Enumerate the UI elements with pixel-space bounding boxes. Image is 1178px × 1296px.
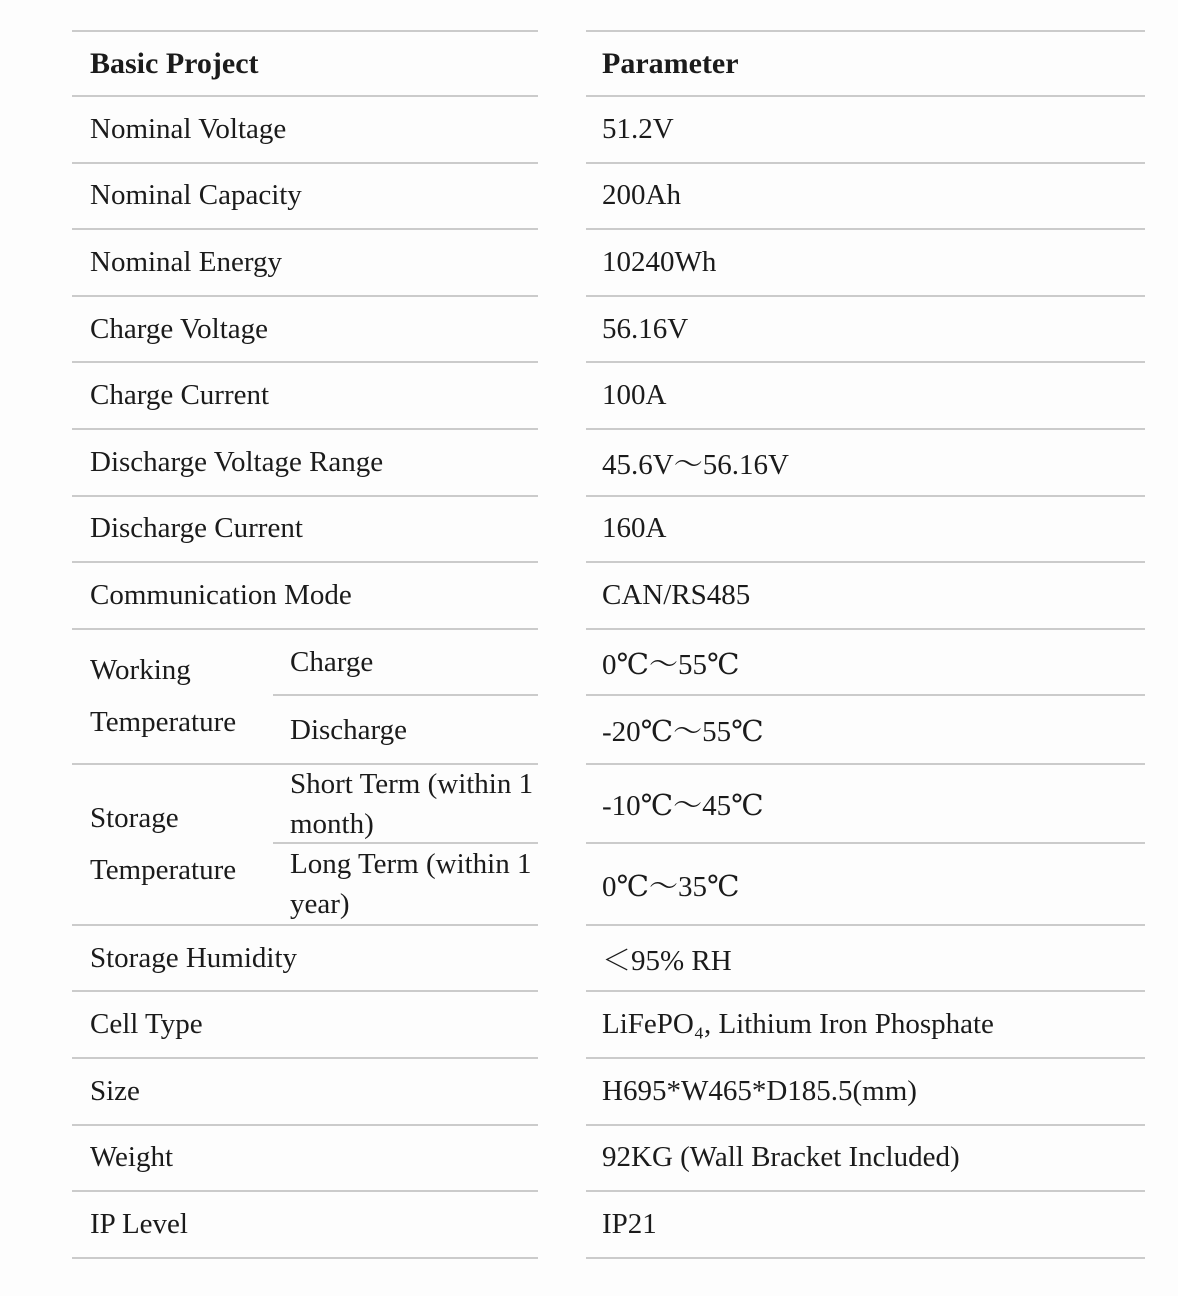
subrow-value-cell [586,630,1145,697]
row-value-cell [586,563,1145,630]
table-row-working-temperature [72,630,1145,765]
table-header-row [72,30,1145,97]
row-label-cell [72,363,538,430]
row-value-cell [586,164,1145,231]
row-label-cell [72,430,538,497]
group-label-cell [72,765,538,926]
row-label-cell [72,563,538,630]
row-value-cell [586,1192,1145,1259]
subrow-value-cell [586,696,1145,763]
row-value-cell [586,1126,1145,1193]
subrow-value-cell [586,844,1145,924]
row-label: Weight [90,1141,174,1174]
row-value: CAN/RS485 [602,578,751,611]
row-value-cell [586,230,1145,297]
row-value: 56.16V [602,312,689,345]
row-label: Nominal Capacity [90,179,302,212]
row-value: 51.2V [602,112,674,145]
table-row-discharge-voltage-range [72,430,1145,497]
subrow-value-cell [586,765,1145,845]
column-header-parameter: Parameter [586,30,1145,97]
group-value-cell [586,630,1145,765]
subrow-label: Long Term (within 1 year) [290,848,532,920]
row-value: 200Ah [602,179,681,212]
row-label-cell [72,297,538,364]
column-header-basic-project: Basic Project [72,30,538,97]
row-value-cell [586,926,1145,993]
row-label-cell [72,926,538,993]
subrow-label-cell [273,630,538,697]
row-label-cell [72,230,538,297]
row-label: Discharge Voltage Range [90,445,384,478]
subrow-value: 0℃～35℃ [602,870,740,903]
row-value: 92KG (Wall Bracket Included) [602,1141,960,1174]
row-value: ＜95% RH [602,944,732,977]
group-row-label-col [72,630,273,763]
group-row-label-col [72,765,273,924]
row-label-cell [72,497,538,564]
group-value-cell [586,765,1145,926]
group-label-cell [72,630,538,765]
row-label-cell [72,1126,538,1193]
subrow-label: Short Term (within 1 month) [290,767,534,840]
row-value: 100A [602,379,667,412]
row-label: Size [90,1074,140,1107]
row-value-cell [586,430,1145,497]
table-row-ip-level [72,1192,1145,1259]
subrow-value: 0℃～55℃ [602,648,740,681]
table-row-storage-humidity [72,926,1145,993]
row-value-cell [586,363,1145,430]
row-value: 45.6V～56.16V [602,448,789,481]
row-label: Cell Type [90,1008,203,1041]
table-row-nominal-energy [72,230,1145,297]
row-label: Nominal Voltage [90,112,287,145]
row-label-cell [72,1059,538,1126]
row-value-cell [586,497,1145,564]
table-row-cell-type [72,992,1145,1059]
subrow-label: Discharge [290,713,408,746]
subrow-label: Charge [290,646,374,678]
group-row-label: Working Temperature [90,654,237,739]
table-row-size [72,1059,1145,1126]
row-value: H695*W465*D185.5(mm) [602,1074,917,1107]
table-body [72,97,1145,1259]
subrow-label-cell [273,765,538,845]
row-label: Charge Current [90,379,270,412]
row-value: 160A [602,512,667,545]
row-label-cell [72,1192,538,1259]
specification-table [72,30,1145,1259]
group-subcolumn [273,630,538,763]
subrow-label-cell [273,696,538,763]
subrow-value: -10℃～45℃ [602,790,764,822]
subrow-value: -20℃～55℃ [602,716,764,748]
table-row-communication-mode [72,563,1145,630]
row-value: LiFePO₄, Lithium Iron Phosphate [602,1008,994,1041]
table-row-charge-voltage [72,297,1145,364]
row-value-cell [586,297,1145,364]
row-label-cell [72,992,538,1059]
row-label-cell [72,164,538,231]
table-row-weight [72,1126,1145,1193]
table-row-nominal-voltage [72,97,1145,164]
row-label: Charge Voltage [90,312,269,345]
row-label: Communication Mode [90,578,352,611]
subrow-label-cell [273,844,538,924]
table-row-nominal-capacity [72,164,1145,231]
row-label: Nominal Energy [90,245,282,278]
table-row-charge-current [72,363,1145,430]
table-row-storage-temperature [72,765,1145,926]
row-label: Storage Humidity [90,941,298,974]
row-value: IP21 [602,1207,657,1240]
table-row-discharge-current [72,497,1145,564]
row-value: 10240Wh [602,245,717,278]
group-subcolumn [273,765,538,924]
row-label: IP Level [90,1207,188,1240]
row-value-cell [586,992,1145,1059]
row-label: Discharge Current [90,512,303,545]
row-value-cell [586,97,1145,164]
row-value-cell [586,1059,1145,1126]
row-label-cell [72,97,538,164]
group-row-label: Storage Temperature [90,802,237,887]
